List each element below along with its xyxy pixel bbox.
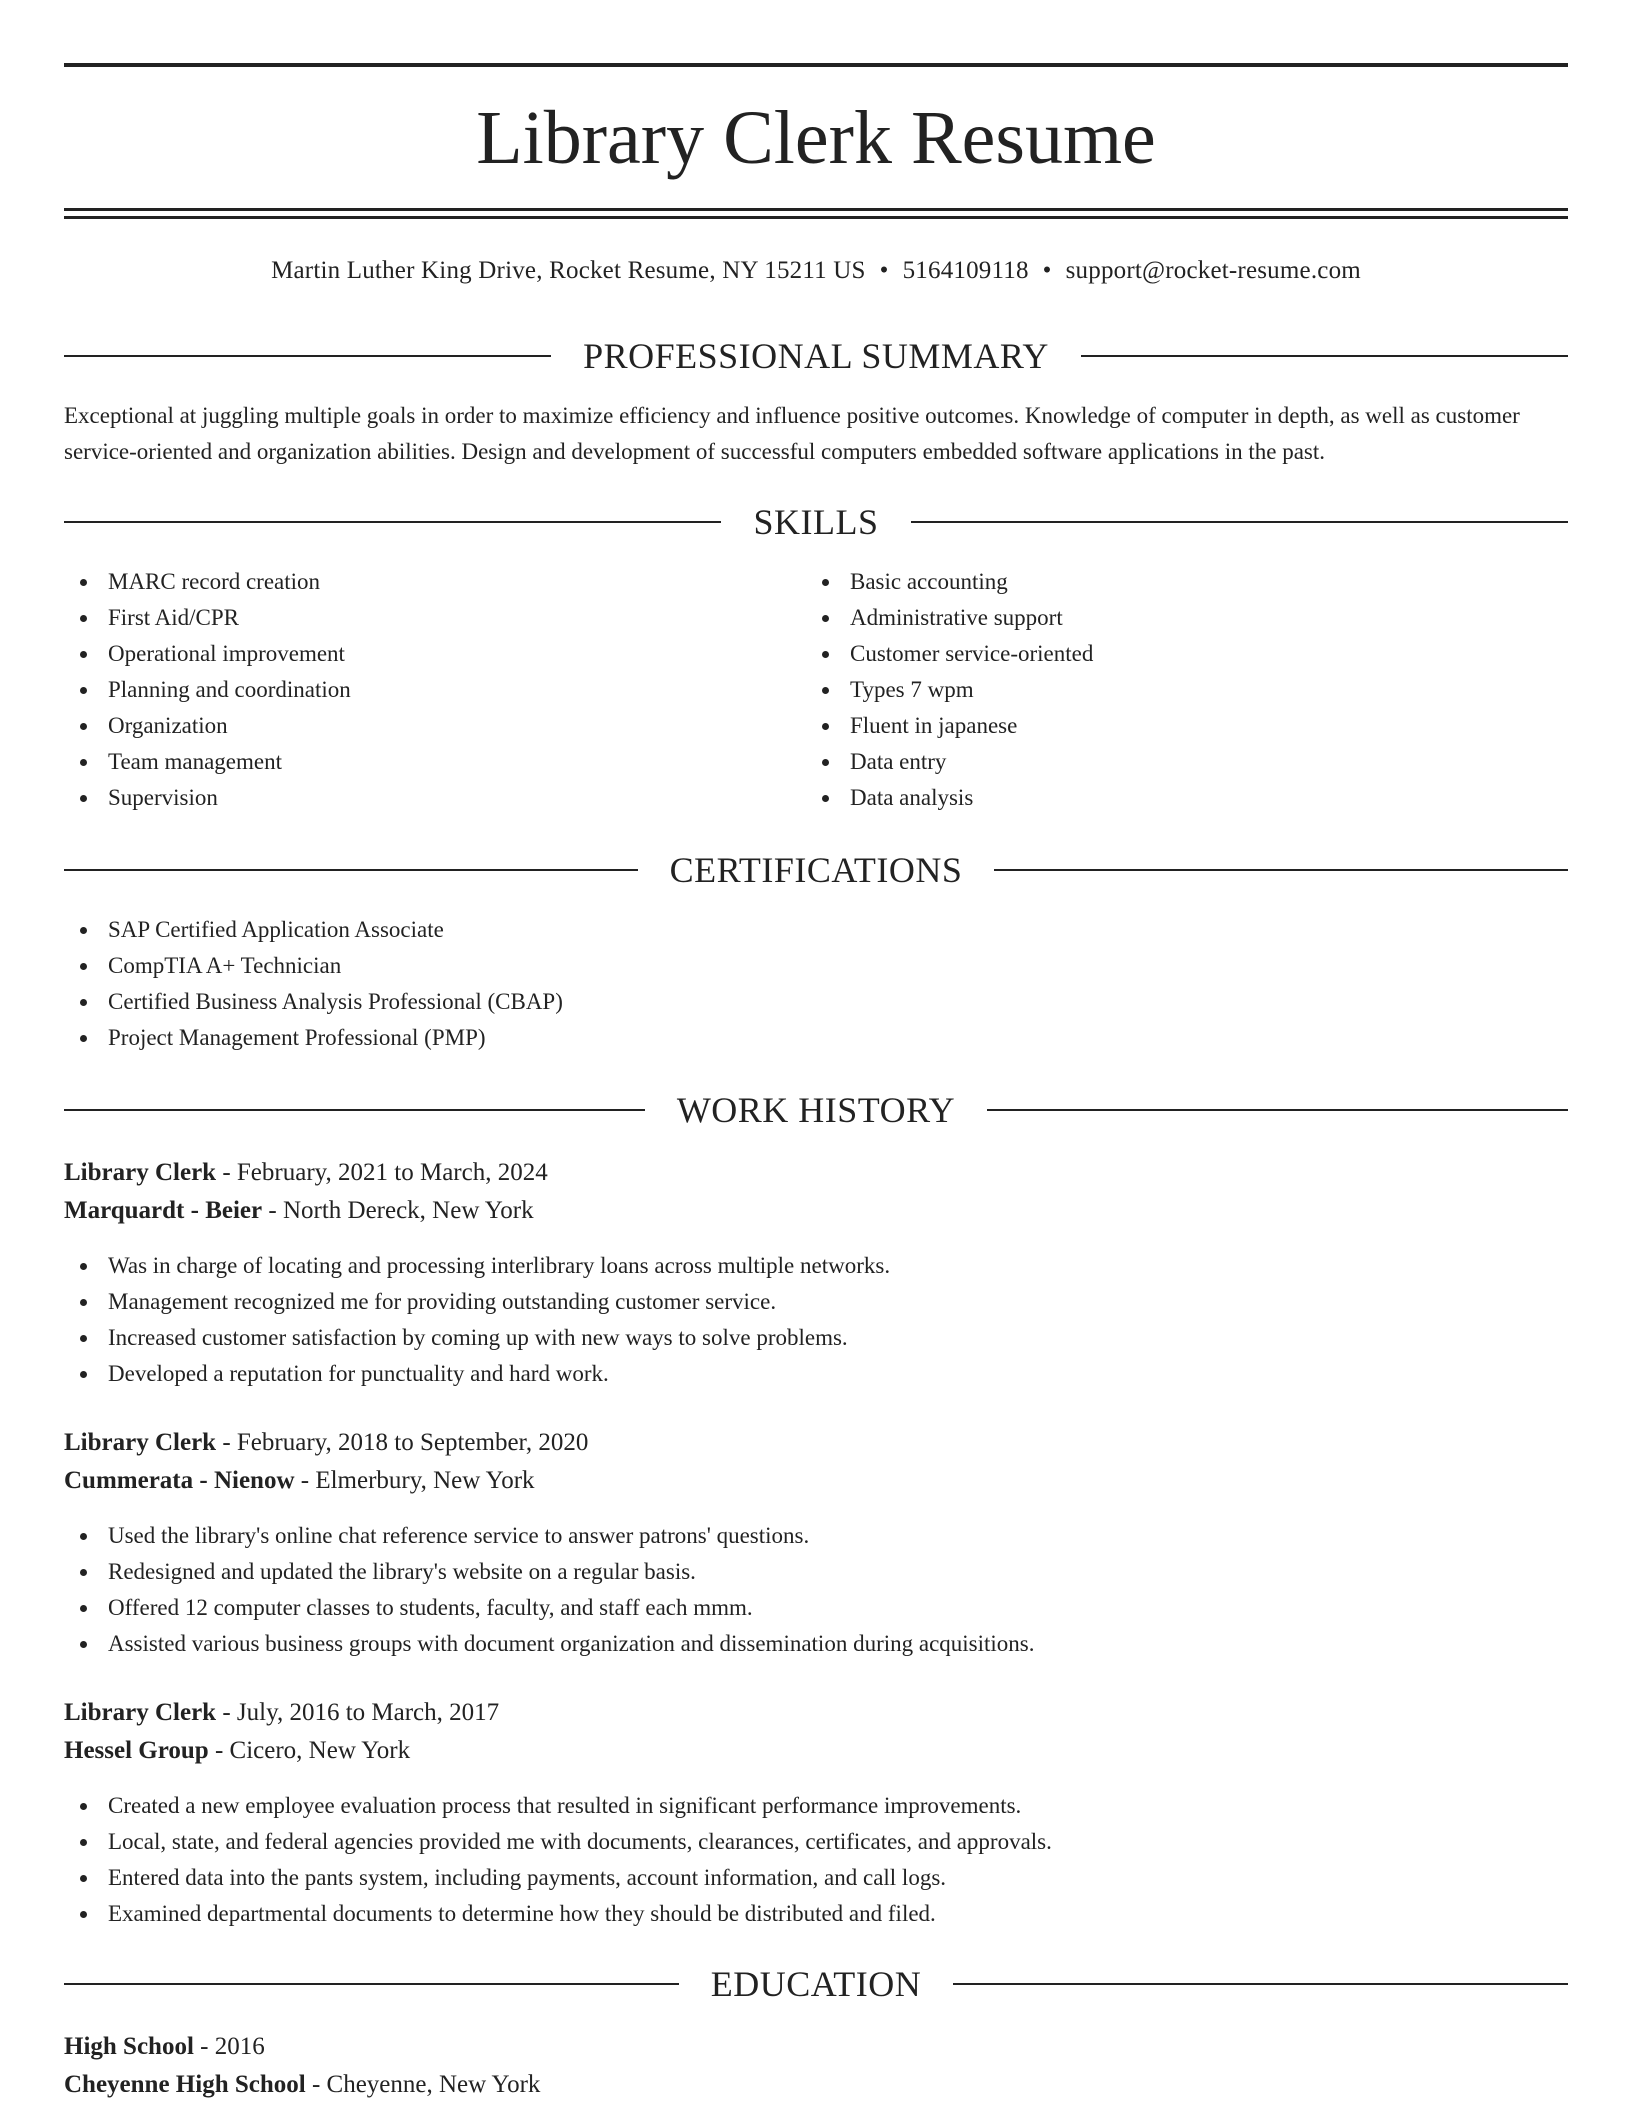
list-item: Types 7 wpm	[806, 672, 1093, 708]
job-company-line: Cummerata - Nienow - Elmerbury, New York	[64, 1467, 535, 1494]
list-item: Entered data into the pants system, including payments, account information, and call logs.	[64, 1860, 1052, 1896]
education-heading	[64, 1960, 1568, 2008]
list-item: Created a new employee evaluation process that resulted in significant performance improvements.	[64, 1788, 1052, 1824]
list-item: MARC record creation	[64, 564, 351, 600]
list-item: Management recognized me for providing outstanding customer service.	[64, 1284, 890, 1320]
contact-line	[64, 254, 1568, 288]
contact-email: support@rocket-resume.com	[1065, 257, 1361, 284]
education-school-line: Cheyenne High School - Cheyenne, New York	[64, 2071, 541, 2098]
summary-text: Exceptional at juggling multiple goals in order to maximize efficiency and influence positive outcomes. Knowledge of computer in depth, as well as customer service-oriented and organization abilities. Design and development of successful computers embedded software applications in the past.	[64, 403, 1520, 464]
job-location: North Dereck, New York	[282, 1197, 534, 1224]
list-item: Project Management Professional (PMP)	[64, 1020, 563, 1056]
list-item: Planning and coordination	[64, 672, 351, 708]
job-company: Marquardt - Beier	[64, 1197, 263, 1224]
certifications-heading-text: CERTIFICATIONS	[638, 850, 995, 890]
list-item: First Aid/CPR	[64, 600, 351, 636]
education-year: 2016	[214, 2033, 265, 2060]
education-heading-text: EDUCATION	[679, 1964, 953, 2004]
list-item: Redesigned and updated the library's website on a regular basis.	[64, 1554, 1035, 1590]
list-item: Customer service-oriented	[806, 636, 1093, 672]
summary-heading-text: PROFESSIONAL SUMMARY	[551, 336, 1081, 376]
certifications-list	[64, 912, 563, 1056]
job-dates: July, 2016 to March, 2017	[236, 1699, 500, 1726]
list-item: Data entry	[806, 744, 1093, 780]
job-location: Cicero, New York	[229, 1737, 411, 1764]
skills-heading	[64, 498, 1568, 546]
job-company-line: Hessel Group - Cicero, New York	[64, 1737, 411, 1764]
list-item: Was in charge of locating and processing interlibrary loans across multiple networks.	[64, 1248, 890, 1284]
job-company: Cummerata - Nienow	[64, 1467, 295, 1494]
list-item: Local, state, and federal agencies provided me with documents, clearances, certificates, and approvals.	[64, 1824, 1052, 1860]
list-item: Organization	[64, 708, 351, 744]
list-item: Fluent in japanese	[806, 708, 1093, 744]
job-title: Library Clerk	[64, 1699, 217, 1726]
work-history-heading	[64, 1086, 1568, 1134]
job-title: Library Clerk	[64, 1159, 217, 1186]
job-company: Hessel Group	[64, 1737, 209, 1764]
skills-list-right	[806, 564, 1093, 816]
list-item: Increased customer satisfaction by coming up with new ways to solve problems.	[64, 1320, 890, 1356]
job-bullets	[64, 1788, 1052, 1932]
certifications-heading	[64, 846, 1568, 894]
list-item: Assisted various business groups with document organization and dissemination during acquisitions.	[64, 1626, 1035, 1662]
list-item: Team management	[64, 744, 351, 780]
education-school: Cheyenne High School	[64, 2071, 306, 2098]
work-history-heading-text: WORK HISTORY	[645, 1090, 987, 1130]
job-company-line: Marquardt - Beier - North Dereck, New York	[64, 1197, 534, 1224]
job-title-line: Library Clerk - February, 2021 to March, 2024	[64, 1159, 548, 1186]
skills-heading-text: SKILLS	[721, 502, 910, 542]
education-degree-line: High School - 2016	[64, 2033, 265, 2060]
job-dates: February, 2018 to September, 2020	[236, 1429, 589, 1456]
job-title: Library Clerk	[64, 1429, 217, 1456]
title-rule-lower	[64, 216, 1568, 219]
list-item: SAP Certified Application Associate	[64, 912, 563, 948]
list-item: CompTIA A+ Technician	[64, 948, 563, 984]
list-item: Administrative support	[806, 600, 1093, 636]
list-item: Offered 12 computer classes to students, faculty, and staff each mmm.	[64, 1590, 1035, 1626]
job-bullets	[64, 1248, 890, 1392]
job-dates: February, 2021 to March, 2024	[236, 1159, 548, 1186]
education-degree: High School	[64, 2033, 194, 2060]
title-rule-upper	[64, 208, 1568, 211]
contact-separator: •	[879, 257, 889, 284]
list-item: Supervision	[64, 780, 351, 816]
summary-heading	[64, 332, 1568, 380]
list-item: Basic accounting	[806, 564, 1093, 600]
job-title-line: Library Clerk - February, 2018 to September, 2020	[64, 1429, 589, 1456]
list-item: Examined departmental documents to determine how they should be distributed and filed.	[64, 1896, 1052, 1932]
contact-address: Martin Luther King Drive, Rocket Resume, NY 15211 US	[271, 257, 866, 284]
top-rule	[64, 63, 1568, 67]
contact-separator: •	[1042, 257, 1052, 284]
skills-list-left	[64, 564, 351, 816]
list-item: Certified Business Analysis Professional (CBAP)	[64, 984, 563, 1020]
page-title: Library Clerk Resume	[476, 96, 1156, 180]
list-item: Developed a reputation for punctuality and hard work.	[64, 1356, 890, 1392]
list-item: Used the library's online chat reference service to answer patrons' questions.	[64, 1518, 1035, 1554]
job-bullets	[64, 1518, 1035, 1662]
contact-phone: 5164109118	[902, 257, 1029, 284]
list-item: Data analysis	[806, 780, 1093, 816]
list-item: Operational improvement	[64, 636, 351, 672]
education-location: Cheyenne, New York	[326, 2071, 541, 2098]
job-location: Elmerbury, New York	[315, 1467, 535, 1494]
job-title-line: Library Clerk - July, 2016 to March, 2017	[64, 1699, 500, 1726]
